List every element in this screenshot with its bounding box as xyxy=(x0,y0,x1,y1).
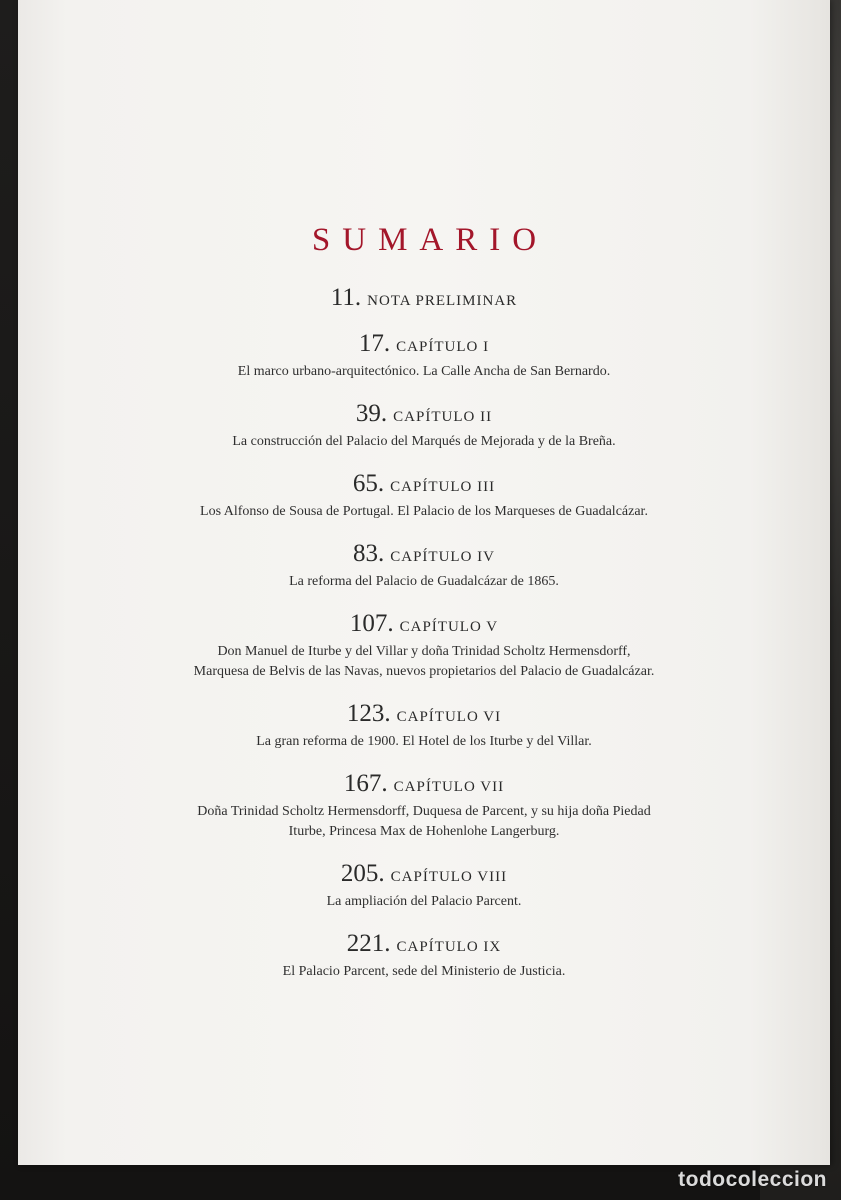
toc-entry-heading xyxy=(18,400,830,428)
toc-entry xyxy=(18,470,830,522)
chapter-description xyxy=(18,572,830,592)
page-number: 11. xyxy=(330,284,362,311)
toc-entry xyxy=(18,400,830,452)
page-number: 205. xyxy=(340,860,385,887)
chapter-description xyxy=(18,502,830,522)
page-number: 107. xyxy=(349,610,394,637)
toc-entry-heading xyxy=(18,330,830,358)
description-line: La gran reforma de 1900. El Hotel de los Iturbe y del Villar. xyxy=(256,734,592,749)
description-line: El Palacio Parcent, sede del Ministerio de Justicia. xyxy=(282,964,566,979)
chapter-label: CAPÍTULO III xyxy=(390,479,496,495)
chapter-description xyxy=(18,892,830,912)
chapter-description xyxy=(18,732,830,752)
description-line: Marquesa de Belvis de las Navas, nuevos propietarios del Palacio de Guadalcázar. xyxy=(193,664,655,679)
description-line: La construcción del Palacio del Marqués de Mejorada y de la Breña. xyxy=(232,434,616,449)
description-line: Doña Trinidad Scholtz Hermensdorff, Duquesa de Parcent, y su hija doña Piedad xyxy=(197,804,651,819)
page-number: 39. xyxy=(355,400,388,427)
toc-entry xyxy=(18,930,830,982)
page-number: 65. xyxy=(352,470,385,497)
chapter-description xyxy=(18,642,830,682)
chapter-label: CAPÍTULO V xyxy=(399,619,499,635)
description-line: La reforma del Palacio de Guadalcázar de 1865. xyxy=(289,574,559,589)
chapter-label: CAPÍTULO VI xyxy=(396,709,502,725)
toc-entry xyxy=(18,770,830,842)
toc-entry-heading xyxy=(18,284,830,312)
toc-entry xyxy=(18,610,830,682)
toc-entry-heading xyxy=(18,930,830,958)
chapter-label: CAPÍTULO VIII xyxy=(390,869,508,885)
chapter-label: CAPÍTULO II xyxy=(393,409,493,425)
description-line: El marco urbano-arquitectónico. La Calle Ancha de San Bernardo. xyxy=(237,364,611,379)
chapter-description xyxy=(18,362,830,382)
description-line: La ampliación del Palacio Parcent. xyxy=(326,894,522,909)
table-of-contents xyxy=(18,284,830,982)
toc-entry xyxy=(18,860,830,912)
toc-entry xyxy=(18,540,830,592)
page-title: SUMARIO xyxy=(311,222,549,258)
chapter-description xyxy=(18,432,830,452)
chapter-label: CAPÍTULO IV xyxy=(390,549,495,565)
toc-entry-heading xyxy=(18,610,830,638)
page-number: 17. xyxy=(358,330,391,357)
description-line: Los Alfonso de Sousa de Portugal. El Palacio de los Marqueses de Guadalcázar. xyxy=(200,504,648,519)
toc-entry-heading xyxy=(18,470,830,498)
watermark-logo: todocoleccion xyxy=(678,1168,827,1191)
chapter-label: CAPÍTULO I xyxy=(396,339,490,355)
toc-entry-heading xyxy=(18,860,830,888)
toc-entry-heading xyxy=(18,700,830,728)
toc-entry-heading xyxy=(18,540,830,568)
chapter-label: NOTA PRELIMINAR xyxy=(367,293,518,309)
page-number: 167. xyxy=(343,770,388,797)
toc-entry-heading xyxy=(18,770,830,798)
toc-entry xyxy=(18,330,830,382)
page-number: 83. xyxy=(353,540,385,567)
description-line: Iturbe, Princesa Max de Hohenlohe Langerburg. xyxy=(288,824,560,839)
description-line: Don Manuel de Iturbe y del Villar y doña Trinidad Scholtz Hermensdorff, xyxy=(217,644,631,659)
chapter-description xyxy=(18,802,830,842)
page-number: 123. xyxy=(346,700,391,727)
toc-entry xyxy=(18,284,830,312)
chapter-description xyxy=(18,962,830,982)
chapter-label: CAPÍTULO IX xyxy=(396,939,502,955)
toc-entry xyxy=(18,700,830,752)
chapter-label: CAPÍTULO VII xyxy=(393,779,505,795)
page-content xyxy=(18,0,830,1165)
page-number: 221. xyxy=(346,930,391,957)
